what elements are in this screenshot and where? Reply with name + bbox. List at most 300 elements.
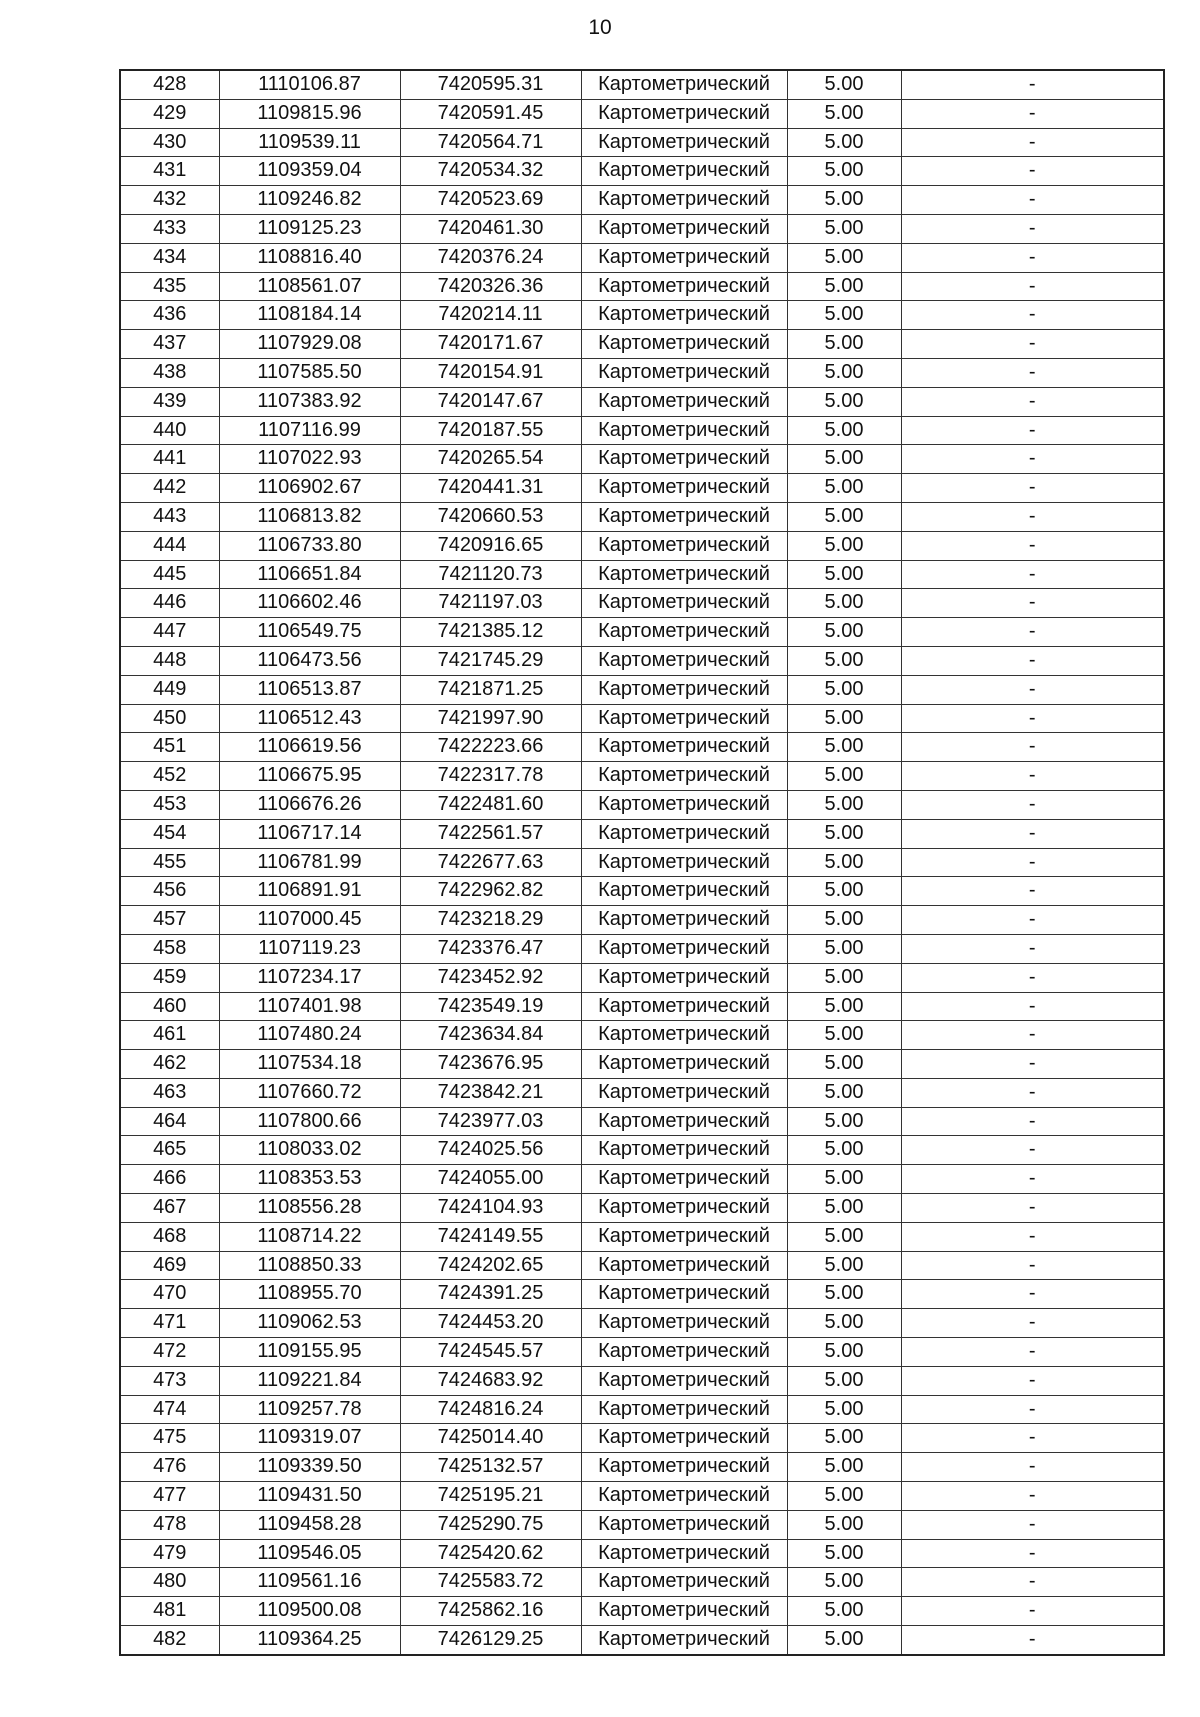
x-coordinate-cell: 1107534.18 (219, 1050, 400, 1079)
x-coordinate-cell: 1109257.78 (219, 1395, 400, 1424)
page-number: 10 (588, 16, 612, 39)
description-cell: - (901, 906, 1164, 935)
table-row (120, 790, 1164, 819)
accuracy-cell: 5.00 (787, 560, 901, 589)
y-coordinate-cell: 7420523.69 (400, 186, 581, 215)
point-number-cell: 482 (120, 1626, 219, 1655)
table-row (120, 474, 1164, 503)
x-coordinate-cell: 1109221.84 (219, 1366, 400, 1395)
y-coordinate-cell: 7420154.91 (400, 358, 581, 387)
y-coordinate-cell: 7425862.16 (400, 1597, 581, 1626)
point-number-cell: 452 (120, 762, 219, 791)
point-number-cell: 436 (120, 301, 219, 330)
accuracy-cell: 5.00 (787, 416, 901, 445)
accuracy-cell: 5.00 (787, 1251, 901, 1280)
description-cell: - (901, 157, 1164, 186)
description-cell: - (901, 790, 1164, 819)
method-cell: Картометрический (581, 877, 787, 906)
accuracy-cell: 5.00 (787, 1309, 901, 1338)
x-coordinate-cell: 1109062.53 (219, 1309, 400, 1338)
description-cell: - (901, 963, 1164, 992)
table-row (120, 1050, 1164, 1079)
description-cell: - (901, 934, 1164, 963)
x-coordinate-cell: 1106781.99 (219, 848, 400, 877)
y-coordinate-cell: 7423218.29 (400, 906, 581, 935)
x-coordinate-cell: 1107401.98 (219, 992, 400, 1021)
x-coordinate-cell: 1106676.26 (219, 790, 400, 819)
y-coordinate-cell: 7421197.03 (400, 589, 581, 618)
description-cell: - (901, 1078, 1164, 1107)
method-cell: Картометрический (581, 762, 787, 791)
accuracy-cell: 5.00 (787, 589, 901, 618)
table-row (120, 819, 1164, 848)
table-row (120, 301, 1164, 330)
method-cell: Картометрический (581, 1366, 787, 1395)
description-cell: - (901, 99, 1164, 128)
description-cell: - (901, 762, 1164, 791)
table-row (120, 618, 1164, 647)
x-coordinate-cell: 1107480.24 (219, 1021, 400, 1050)
method-cell: Картометрический (581, 243, 787, 272)
method-cell: Картометрический (581, 99, 787, 128)
method-cell: Картометрический (581, 589, 787, 618)
table-row (120, 330, 1164, 359)
table-row (120, 1366, 1164, 1395)
accuracy-cell: 5.00 (787, 301, 901, 330)
x-coordinate-cell: 1109359.04 (219, 157, 400, 186)
method-cell: Картометрический (581, 330, 787, 359)
y-coordinate-cell: 7423452.92 (400, 963, 581, 992)
point-number-cell: 454 (120, 819, 219, 848)
point-number-cell: 463 (120, 1078, 219, 1107)
method-cell: Картометрический (581, 934, 787, 963)
x-coordinate-cell: 1108561.07 (219, 272, 400, 301)
method-cell: Картометрический (581, 387, 787, 416)
point-number-cell: 466 (120, 1165, 219, 1194)
table-row (120, 733, 1164, 762)
method-cell: Картометрический (581, 1050, 787, 1079)
x-coordinate-cell: 1106651.84 (219, 560, 400, 589)
y-coordinate-cell: 7420916.65 (400, 531, 581, 560)
y-coordinate-cell: 7424391.25 (400, 1280, 581, 1309)
description-cell: - (901, 560, 1164, 589)
accuracy-cell: 5.00 (787, 733, 901, 762)
accuracy-cell: 5.00 (787, 1510, 901, 1539)
point-number-cell: 430 (120, 128, 219, 157)
accuracy-cell: 5.00 (787, 790, 901, 819)
accuracy-cell: 5.00 (787, 1194, 901, 1223)
method-cell: Картометрический (581, 848, 787, 877)
description-cell: - (901, 330, 1164, 359)
point-number-cell: 474 (120, 1395, 219, 1424)
table-row (120, 589, 1164, 618)
accuracy-cell: 5.00 (787, 1539, 901, 1568)
y-coordinate-cell: 7425195.21 (400, 1482, 581, 1511)
method-cell: Картометрический (581, 1136, 787, 1165)
method-cell: Картометрический (581, 1510, 787, 1539)
method-cell: Картометрический (581, 474, 787, 503)
y-coordinate-cell: 7425420.62 (400, 1539, 581, 1568)
description-cell: - (901, 301, 1164, 330)
point-number-cell: 457 (120, 906, 219, 935)
description-cell: - (901, 704, 1164, 733)
description-cell: - (901, 646, 1164, 675)
point-number-cell: 431 (120, 157, 219, 186)
x-coordinate-cell: 1106717.14 (219, 819, 400, 848)
method-cell: Картометрический (581, 128, 787, 157)
method-cell: Картометрический (581, 1309, 787, 1338)
accuracy-cell: 5.00 (787, 214, 901, 243)
point-number-cell: 437 (120, 330, 219, 359)
point-number-cell: 479 (120, 1539, 219, 1568)
table-row (120, 560, 1164, 589)
y-coordinate-cell: 7424025.56 (400, 1136, 581, 1165)
point-number-cell: 465 (120, 1136, 219, 1165)
method-cell: Картометрический (581, 1078, 787, 1107)
point-number-cell: 469 (120, 1251, 219, 1280)
accuracy-cell: 5.00 (787, 1136, 901, 1165)
y-coordinate-cell: 7420214.11 (400, 301, 581, 330)
method-cell: Картометрический (581, 1194, 787, 1223)
x-coordinate-cell: 1107585.50 (219, 358, 400, 387)
description-cell: - (901, 675, 1164, 704)
x-coordinate-cell: 1107000.45 (219, 906, 400, 935)
y-coordinate-cell: 7425132.57 (400, 1453, 581, 1482)
x-coordinate-cell: 1109539.11 (219, 128, 400, 157)
method-cell: Картометрический (581, 675, 787, 704)
table-row (120, 387, 1164, 416)
point-number-cell: 445 (120, 560, 219, 589)
method-cell: Картометрический (581, 416, 787, 445)
point-number-cell: 432 (120, 186, 219, 215)
description-cell: - (901, 1453, 1164, 1482)
method-cell: Картометрический (581, 646, 787, 675)
description-cell: - (901, 1482, 1164, 1511)
description-cell: - (901, 1107, 1164, 1136)
x-coordinate-cell: 1106602.46 (219, 589, 400, 618)
description-cell: - (901, 1021, 1164, 1050)
point-number-cell: 439 (120, 387, 219, 416)
table-row (120, 128, 1164, 157)
table-row (120, 1165, 1164, 1194)
accuracy-cell: 5.00 (787, 1626, 901, 1655)
y-coordinate-cell: 7423634.84 (400, 1021, 581, 1050)
description-cell: - (901, 358, 1164, 387)
y-coordinate-cell: 7423376.47 (400, 934, 581, 963)
x-coordinate-cell: 1106813.82 (219, 502, 400, 531)
description-cell: - (901, 1280, 1164, 1309)
table-row (120, 877, 1164, 906)
x-coordinate-cell: 1107234.17 (219, 963, 400, 992)
description-cell: - (901, 877, 1164, 906)
y-coordinate-cell: 7422481.60 (400, 790, 581, 819)
y-coordinate-cell: 7421120.73 (400, 560, 581, 589)
x-coordinate-cell: 1109364.25 (219, 1626, 400, 1655)
y-coordinate-cell: 7422317.78 (400, 762, 581, 791)
description-cell: - (901, 819, 1164, 848)
accuracy-cell: 5.00 (787, 1165, 901, 1194)
accuracy-cell: 5.00 (787, 1050, 901, 1079)
y-coordinate-cell: 7420441.31 (400, 474, 581, 503)
table-row (120, 963, 1164, 992)
accuracy-cell: 5.00 (787, 387, 901, 416)
x-coordinate-cell: 1110106.87 (219, 70, 400, 99)
point-number-cell: 434 (120, 243, 219, 272)
description-cell: - (901, 387, 1164, 416)
description-cell: - (901, 1222, 1164, 1251)
method-cell: Картометрический (581, 704, 787, 733)
y-coordinate-cell: 7421745.29 (400, 646, 581, 675)
y-coordinate-cell: 7421871.25 (400, 675, 581, 704)
accuracy-cell: 5.00 (787, 704, 901, 733)
table-row (120, 1338, 1164, 1367)
y-coordinate-cell: 7424816.24 (400, 1395, 581, 1424)
method-cell: Картометрический (581, 157, 787, 186)
description-cell: - (901, 1539, 1164, 1568)
table-row (120, 1194, 1164, 1223)
table-row (120, 416, 1164, 445)
accuracy-cell: 5.00 (787, 1424, 901, 1453)
table-row (120, 992, 1164, 1021)
x-coordinate-cell: 1106619.56 (219, 733, 400, 762)
point-number-cell: 471 (120, 1309, 219, 1338)
coordinates-table-body (120, 70, 1164, 1655)
x-coordinate-cell: 1107800.66 (219, 1107, 400, 1136)
accuracy-cell: 5.00 (787, 157, 901, 186)
description-cell: - (901, 1626, 1164, 1655)
x-coordinate-cell: 1109546.05 (219, 1539, 400, 1568)
table-row (120, 704, 1164, 733)
x-coordinate-cell: 1108816.40 (219, 243, 400, 272)
accuracy-cell: 5.00 (787, 877, 901, 906)
x-coordinate-cell: 1107119.23 (219, 934, 400, 963)
accuracy-cell: 5.00 (787, 646, 901, 675)
y-coordinate-cell: 7423549.19 (400, 992, 581, 1021)
y-coordinate-cell: 7423977.03 (400, 1107, 581, 1136)
x-coordinate-cell: 1109500.08 (219, 1597, 400, 1626)
point-number-cell: 467 (120, 1194, 219, 1223)
table-row (120, 1539, 1164, 1568)
table-row (120, 1597, 1164, 1626)
table-row (120, 1136, 1164, 1165)
method-cell: Картометрический (581, 819, 787, 848)
x-coordinate-cell: 1108033.02 (219, 1136, 400, 1165)
description-cell: - (901, 1165, 1164, 1194)
x-coordinate-cell: 1107929.08 (219, 330, 400, 359)
point-number-cell: 459 (120, 963, 219, 992)
accuracy-cell: 5.00 (787, 1482, 901, 1511)
accuracy-cell: 5.00 (787, 1366, 901, 1395)
y-coordinate-cell: 7420564.71 (400, 128, 581, 157)
y-coordinate-cell: 7424104.93 (400, 1194, 581, 1223)
x-coordinate-cell: 1109125.23 (219, 214, 400, 243)
accuracy-cell: 5.00 (787, 1395, 901, 1424)
y-coordinate-cell: 7425290.75 (400, 1510, 581, 1539)
accuracy-cell: 5.00 (787, 1107, 901, 1136)
method-cell: Картометрический (581, 1424, 787, 1453)
description-cell: - (901, 1251, 1164, 1280)
y-coordinate-cell: 7420147.67 (400, 387, 581, 416)
table-row (120, 214, 1164, 243)
accuracy-cell: 5.00 (787, 330, 901, 359)
table-row (120, 1510, 1164, 1539)
y-coordinate-cell: 7420171.67 (400, 330, 581, 359)
point-number-cell: 440 (120, 416, 219, 445)
point-number-cell: 453 (120, 790, 219, 819)
description-cell: - (901, 474, 1164, 503)
method-cell: Картометрический (581, 502, 787, 531)
point-number-cell: 455 (120, 848, 219, 877)
method-cell: Картометрический (581, 358, 787, 387)
point-number-cell: 447 (120, 618, 219, 647)
y-coordinate-cell: 7422561.57 (400, 819, 581, 848)
x-coordinate-cell: 1107660.72 (219, 1078, 400, 1107)
point-number-cell: 472 (120, 1338, 219, 1367)
accuracy-cell: 5.00 (787, 819, 901, 848)
accuracy-cell: 5.00 (787, 906, 901, 935)
y-coordinate-cell: 7424683.92 (400, 1366, 581, 1395)
accuracy-cell: 5.00 (787, 848, 901, 877)
point-number-cell: 451 (120, 733, 219, 762)
method-cell: Картометрический (581, 1539, 787, 1568)
x-coordinate-cell: 1109815.96 (219, 99, 400, 128)
method-cell: Картометрический (581, 301, 787, 330)
y-coordinate-cell: 7424453.20 (400, 1309, 581, 1338)
point-number-cell: 477 (120, 1482, 219, 1511)
method-cell: Картометрический (581, 1597, 787, 1626)
table-row (120, 675, 1164, 704)
table-row (120, 1568, 1164, 1597)
method-cell: Картометрический (581, 1568, 787, 1597)
accuracy-cell: 5.00 (787, 1222, 901, 1251)
y-coordinate-cell: 7423676.95 (400, 1050, 581, 1079)
x-coordinate-cell: 1107022.93 (219, 445, 400, 474)
accuracy-cell: 5.00 (787, 618, 901, 647)
x-coordinate-cell: 1108850.33 (219, 1251, 400, 1280)
x-coordinate-cell: 1106549.75 (219, 618, 400, 647)
description-cell: - (901, 1050, 1164, 1079)
y-coordinate-cell: 7420376.24 (400, 243, 581, 272)
x-coordinate-cell: 1107383.92 (219, 387, 400, 416)
point-number-cell: 448 (120, 646, 219, 675)
method-cell: Картометрический (581, 733, 787, 762)
point-number-cell: 475 (120, 1424, 219, 1453)
point-number-cell: 442 (120, 474, 219, 503)
description-cell: - (901, 1510, 1164, 1539)
y-coordinate-cell: 7424202.65 (400, 1251, 581, 1280)
method-cell: Картометрический (581, 906, 787, 935)
method-cell: Картометрический (581, 1482, 787, 1511)
description-cell: - (901, 992, 1164, 1021)
method-cell: Картометрический (581, 1395, 787, 1424)
y-coordinate-cell: 7422677.63 (400, 848, 581, 877)
method-cell: Картометрический (581, 560, 787, 589)
description-cell: - (901, 502, 1164, 531)
point-number-cell: 480 (120, 1568, 219, 1597)
method-cell: Картометрический (581, 1338, 787, 1367)
x-coordinate-cell: 1109431.50 (219, 1482, 400, 1511)
x-coordinate-cell: 1109246.82 (219, 186, 400, 215)
accuracy-cell: 5.00 (787, 934, 901, 963)
y-coordinate-cell: 7420595.31 (400, 70, 581, 99)
y-coordinate-cell: 7421385.12 (400, 618, 581, 647)
point-number-cell: 449 (120, 675, 219, 704)
method-cell: Картометрический (581, 1626, 787, 1655)
x-coordinate-cell: 1106902.67 (219, 474, 400, 503)
table-row (120, 1021, 1164, 1050)
point-number-cell: 428 (120, 70, 219, 99)
accuracy-cell: 5.00 (787, 1597, 901, 1626)
table-row (120, 358, 1164, 387)
description-cell: - (901, 1395, 1164, 1424)
description-cell: - (901, 214, 1164, 243)
method-cell: Картометрический (581, 70, 787, 99)
x-coordinate-cell: 1106513.87 (219, 675, 400, 704)
description-cell: - (901, 1424, 1164, 1453)
table-row (120, 906, 1164, 935)
method-cell: Картометрический (581, 1107, 787, 1136)
description-cell: - (901, 1568, 1164, 1597)
table-row (120, 1395, 1164, 1424)
method-cell: Картометрический (581, 445, 787, 474)
method-cell: Картометрический (581, 272, 787, 301)
accuracy-cell: 5.00 (787, 1280, 901, 1309)
method-cell: Картометрический (581, 1222, 787, 1251)
accuracy-cell: 5.00 (787, 1568, 901, 1597)
accuracy-cell: 5.00 (787, 1453, 901, 1482)
table-row (120, 99, 1164, 128)
y-coordinate-cell: 7420660.53 (400, 502, 581, 531)
table-row (120, 531, 1164, 560)
x-coordinate-cell: 1109458.28 (219, 1510, 400, 1539)
point-number-cell: 443 (120, 502, 219, 531)
table-row (120, 186, 1164, 215)
table-row (120, 934, 1164, 963)
description-cell: - (901, 243, 1164, 272)
y-coordinate-cell: 7426129.25 (400, 1626, 581, 1655)
point-number-cell: 441 (120, 445, 219, 474)
y-coordinate-cell: 7420461.30 (400, 214, 581, 243)
method-cell: Картометрический (581, 1280, 787, 1309)
y-coordinate-cell: 7420187.55 (400, 416, 581, 445)
description-cell: - (901, 128, 1164, 157)
y-coordinate-cell: 7425583.72 (400, 1568, 581, 1597)
method-cell: Картометрический (581, 214, 787, 243)
method-cell: Картометрический (581, 790, 787, 819)
point-number-cell: 458 (120, 934, 219, 963)
accuracy-cell: 5.00 (787, 531, 901, 560)
method-cell: Картометрический (581, 1165, 787, 1194)
description-cell: - (901, 186, 1164, 215)
method-cell: Картометрический (581, 992, 787, 1021)
accuracy-cell: 5.00 (787, 963, 901, 992)
table-row (120, 1453, 1164, 1482)
y-coordinate-cell: 7420326.36 (400, 272, 581, 301)
point-number-cell: 478 (120, 1510, 219, 1539)
accuracy-cell: 5.00 (787, 128, 901, 157)
accuracy-cell: 5.00 (787, 1078, 901, 1107)
table-row (120, 272, 1164, 301)
y-coordinate-cell: 7422962.82 (400, 877, 581, 906)
description-cell: - (901, 445, 1164, 474)
table-row (120, 1222, 1164, 1251)
x-coordinate-cell: 1108556.28 (219, 1194, 400, 1223)
point-number-cell: 473 (120, 1366, 219, 1395)
point-number-cell: 456 (120, 877, 219, 906)
x-coordinate-cell: 1106473.56 (219, 646, 400, 675)
table-row (120, 70, 1164, 99)
x-coordinate-cell: 1106512.43 (219, 704, 400, 733)
